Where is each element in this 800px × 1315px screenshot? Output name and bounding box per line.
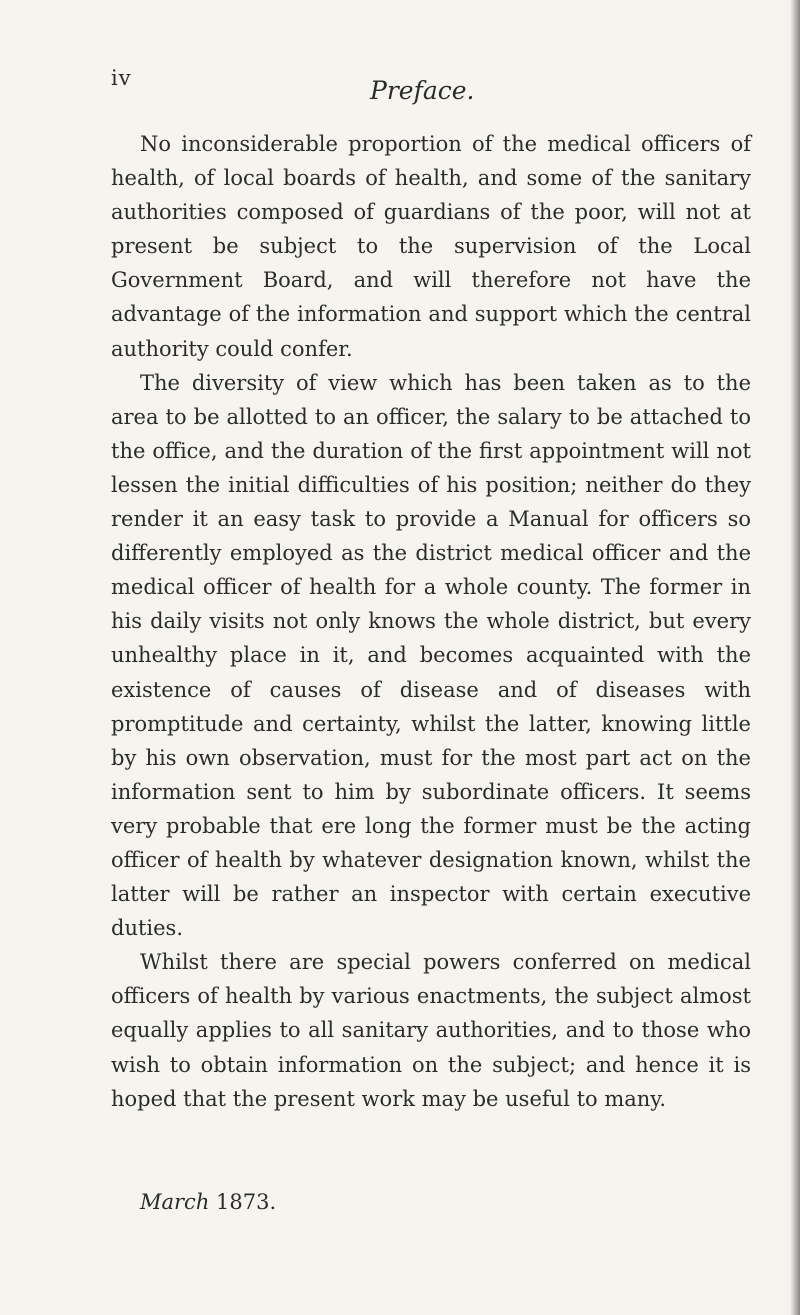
- page-number: iv: [111, 66, 132, 90]
- paragraph-1: No inconsiderable proportion of the medical officers of health, of local boards of health, and some of the sanitary authorities composed of guardians of the poor, will not at present be subject to the supervision of the Local Government Board, and will therefore not have the advantage of the information and support which the central authority could confer.: [111, 132, 751, 361]
- paragraph-2: The diversity of view which has been taken as to the area to be allotted to an officer, the salary to be attached to the office, and the duration of the first appointment will not lessen the initial difficulties of his position; neither do they render it an easy task to provide a Manual for officers so differently employed as the district medical officer and the medical officer of health for a whole county. The former in his daily visits not only knows the whole district, but every unhealthy place in it, and becomes acquainted with the existence of causes of disease and of diseases with promptitude and certainty, whilst the latter, knowing little by his own observation, must for the most part act on the information sent to him by subordinate officers. It seems very probable that ere long the former must be the acting officer of health by whatever designation known, whilst the latter will be rather an inspector with certain executive duties.: [111, 370, 751, 941]
- page-edge-shadow: [790, 0, 800, 1315]
- preface-body: [111, 127, 751, 1116]
- running-title: Preface.: [370, 76, 475, 105]
- paragraph-3: Whilst there are special powers conferred on medical officers of health by various enactments, the subject almost equally applies to all sanitary authorities, and to those who wish to obtain information on the subject; and hence it is hoped that the present work may be useful to many.: [111, 950, 751, 1111]
- signature-month: March: [140, 1190, 210, 1214]
- date-signature: [140, 1190, 276, 1214]
- signature-year: 1873.: [216, 1190, 277, 1214]
